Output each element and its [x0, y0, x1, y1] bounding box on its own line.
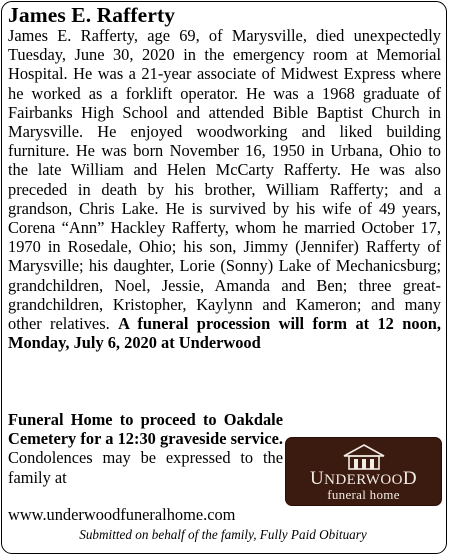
underwood-logo	[285, 437, 442, 506]
obituary-name: James E. Rafferty	[8, 3, 176, 27]
obituary-text: James E. Rafferty, age 69, of Marysville, died unexpectedly Tuesday, June 30, 2020 in the emergency room at Memorial Hospital. He was a 21-year associate of Midwest Express where he worked as a forklift operator. He was a 1968 graduate of Fairbanks High School and attended Bible Baptist Church in Marysville. He enjoyed woodworking and liked building furniture. He was born November 16, 1950 in Urbana, Ohio to the late William and Helen McCarty Rafferty. He was also preceded in death by his brother, William Rafferty; and a grandson, Chris Lake. He is survived by his wife of 49 years, Corena “Ann” Hackley Rafferty, whom he married October 17, 1970 in Rosedale, Ohio; his son, Jimmy (Jennifer) Rafferty of Marysville; his daughter, Lorie (Sonny) Lake of Mechanicsburg; grandchildren, Noel, Jessie, Amanda and Ben; three great-grandchildren, Kristopher, Kaylynn and Kameron; and many other relatives.	[8, 26, 441, 334]
service-info-lead: A funeral procession will form at 12 noon, Monday, July 6, 2020 at Underwood	[8, 314, 441, 353]
logo-subtitle: funeral home	[327, 487, 400, 502]
submission-note: Submitted on behalf of the family, Fully Paid Obituary	[79, 527, 367, 542]
logo-name: UNDERWOOD	[310, 468, 417, 489]
condolences-text: Condolences may be expressed to the family at	[8, 448, 283, 487]
building-icon	[342, 444, 386, 470]
website-link[interactable]: www.underwoodfuneralhome.com	[8, 505, 236, 524]
service-info-continued: Funeral Home to proceed to Oakdale Cemetery for a 12:30 graveside service. Condolences may be expressed to the family at	[8, 410, 283, 487]
obituary-body	[8, 26, 441, 352]
